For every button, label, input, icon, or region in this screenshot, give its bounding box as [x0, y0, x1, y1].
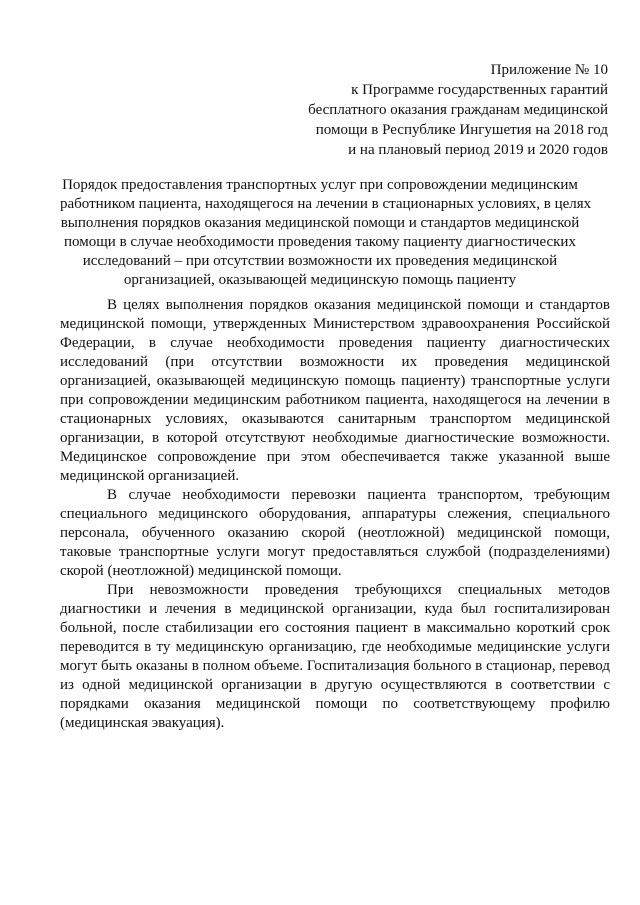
title-line: исследований – при отсутствии возможности их проведения медицинской: [82, 253, 558, 269]
appendix-line: и на плановый период 2019 и 2020 годов: [348, 142, 608, 158]
body-paragraph: При невозможности проведения требующихся специальных методов диагностики и лечения в медицинской организации, куда был госпитализирован больной, после стабилизации его состояния пациент в максимально короткий срок переводится в ту медицинскую организацию, где необходимые медицинские услуги могут быть оказаны в полном объеме. Госпитализация больного в стационар, перевод из одной медицинской организации в другую осуществляются в соответствии с порядками оказания медицинской помощи по соответствующему профилю (медицинская эвакуация).: [60, 582, 610, 731]
document-body: [60, 296, 610, 733]
title-line: организацией, оказывающей медицинскую помощь пациенту: [123, 272, 517, 288]
appendix-line: к Программе государственных гарантий: [351, 82, 608, 98]
body-paragraph: В случае необходимости перевозки пациента транспортом, требующим специального медицинского оборудования, аппаратуры слежения, специального персонала, обученного оказанию скорой (неотложной) медицинской помощи, таковые транспортные услуги могут предоставляться службой (подразделениями) скорой (неотложной) медицинской помощи.: [60, 487, 610, 579]
title-line: Порядок предоставления транспортных услуг при сопровождении медицинским: [62, 177, 578, 193]
document-title: [60, 176, 592, 290]
appendix-line: бесплатного оказания гражданам медицинской: [308, 102, 608, 118]
appendix-line: помощи в Республике Ингушетия на 2018 год: [315, 122, 608, 138]
appendix-header: [248, 60, 608, 160]
body-paragraph: В целях выполнения порядков оказания медицинской помощи и стандартов медицинской помощи, утвержденных Министерством здравоохранения Российской Федерации, в случае необходимости проведения пациенту диагностических исследований (при отсутствии возможности их проведения медицинской организацией, оказывающей медицинскую помощь пациенту) транспортные услуги при сопровождении медицинским работником пациента, находящегося на лечении в стационарных условиях, оказываются санитарным транспортом медицинской организации, в которой отсутствуют необходимые диагностические возможности. Медицинское сопровождение при этом обеспечивается также указанной выше медицинской организацией.: [60, 297, 610, 484]
title-line: работником пациента, находящегося на лечении в стационарных условиях, в целях: [60, 196, 592, 212]
title-line: помощи в случае необходимости проведения такому пациенту диагностических: [64, 234, 576, 250]
title-line: выполнения порядков оказания медицинской помощи и стандартов медицинской: [60, 215, 580, 231]
appendix-number: Приложение № 10: [490, 62, 608, 78]
